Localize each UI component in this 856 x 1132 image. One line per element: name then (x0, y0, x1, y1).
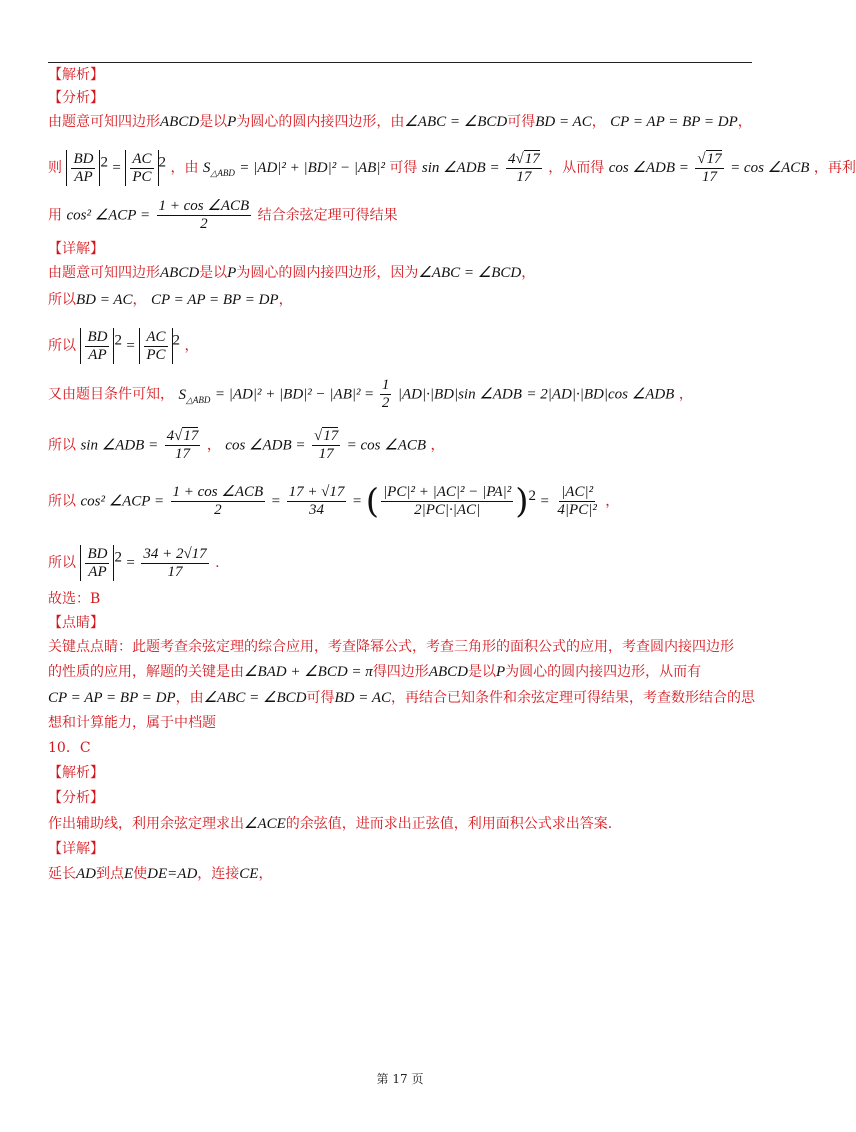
detail-line-4: 又由题目条件可知， $S_{\triangle ABD} = |AD|^2 + |BD|^2 - |AB|^2$ = $\frac{1}{2}$ |AD|·|BD|sin ∠ADB = 2|AD|·|BD|cos ∠ADB ， (48, 377, 693, 411)
detail-line-6: 所以 cos² ∠ACP = $\frac{\text{1 + cos ∠ACB}}{2}$ = $\frac{17 + √17}{34}$ = ( $\frac{\text{|PC|² + |AC|² − |PA|²}}{2|PC|\cdot|AC|}$ )$^2$ = $\frac{\text{|AC|²}}{\text{4|PC|²}}$ ， (48, 481, 620, 522)
page-number: 第 17 页 (376, 1072, 424, 1086)
key-point-line-2: 的性质的应用，解题的关键是由∠BAD + ∠BCD = π得四边形ABCD是以P为圆心的圆内接四边形，从而有 (48, 664, 702, 680)
analysis-line-1: 由题意可知四边形ABCD是以P为圆心的圆内接四边形，由∠ABC = ∠BCD可得BD = AC， CP = AP = BP = DP， (48, 114, 752, 130)
answer-line: 故选：B (48, 591, 101, 607)
section-tag-dianjing: 【点睛】 (48, 615, 104, 631)
detail-line-5: 所以 sin ∠ADB = $\frac{4√17}{17}$ ， cos ∠ADB = $\frac{√17}{17}$ = cos ∠ACB ， (48, 428, 445, 462)
analysis-line-2: 则 $\frac{BD}{AP}$ $^2$ = $\frac{AC}{PC}$ $^2$ ，由 $S_{\triangle ABD} = |AD|^2 + |BD|^2 - |AB|^2$ 可得 sin ∠ADB = $\frac{4√17}{17}$ ，从而得 cos ∠ADB = $\frac{√17}{17}$ = cos ∠ACB ，再利 (48, 150, 856, 185)
q10-detail-line: 延长AD到点E使DE=AD，连接CE， (48, 866, 273, 882)
detail-line-1: 由题意可知四边形ABCD是以P为圆心的圆内接四边形，因为∠ABC = ∠BCD， (48, 265, 536, 281)
section-tag-jiexi: 【解析】 (48, 67, 104, 83)
analysis-line-3: 用 cos² ∠ACP = $\frac{\text{1 + cos ∠ACB}}{2}$ 结合余弦定理可得结果 (48, 198, 398, 232)
section-tag-fenxi-2: 【分析】 (48, 790, 104, 806)
section-tag-jiexi-2: 【解析】 (48, 765, 104, 781)
key-point-line-4: 想和计算能力，属于中档题 (48, 715, 216, 731)
key-point-line-1: 关键点点睛：此题考查余弦定理的综合应用，考查降幂公式，考查三角形的面积公式的应用，考查圆内接四边形 (48, 639, 734, 655)
header-rule (48, 62, 752, 63)
section-tag-fenxi: 【分析】 (48, 90, 104, 106)
key-point-line-3: CP = AP = BP = DP，由∠ABC = ∠BCD可得BD = AC，再结合已知条件和余弦定理可得结果，考查数形结合的思 (48, 690, 755, 706)
detail-line-7: 所以 $\frac{BD}{AP}$ $^2$ = $\frac{34 + 2√17}{17}$ . (48, 545, 220, 580)
question-10-answer: 10．C (48, 740, 91, 756)
section-tag-xiangjie-2: 【详解】 (48, 841, 104, 857)
detail-line-3: 所以 $\frac{BD}{AP}$ $^2$ = $\frac{AC}{PC}$ $^2$ ， (48, 328, 199, 363)
section-tag-xiangjie: 【详解】 (48, 241, 104, 257)
detail-line-2: 所以BD = AC， CP = AP = BP = DP， (48, 292, 293, 308)
q10-analysis-line: 作出辅助线，利用余弦定理求出∠ACE的余弦值，进而求出正弦值，利用面积公式求出答案. (48, 816, 613, 832)
